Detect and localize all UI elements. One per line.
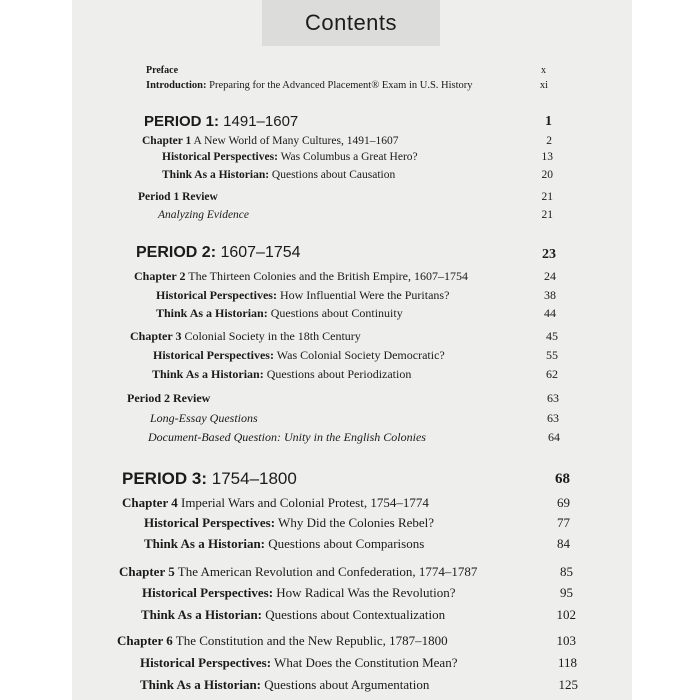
toc-label: Period 2 Review: [127, 391, 211, 405]
toc-label: Think As a Historian:: [156, 306, 268, 320]
toc-text: Preparing for the Advanced Placement® Exam in U.S. History: [206, 80, 473, 91]
toc-label: Think As a Historian:: [140, 677, 262, 692]
toc-entry-review-item: [150, 412, 258, 424]
period-heading-2: [136, 245, 301, 261]
toc-text: Long-Essay Questions: [150, 411, 258, 425]
toc-entry-chapter-6: [117, 634, 448, 647]
toc-entry-review-item: [148, 431, 426, 443]
toc-page-number: 44: [544, 306, 556, 320]
toc-label: Historical Perspectives:: [142, 585, 274, 600]
toc-page-number: 85: [560, 564, 573, 579]
toc-page-number: 63: [547, 391, 559, 405]
toc-label: Think As a Historian:: [141, 607, 263, 622]
toc-text: Imperial Wars and Colonial Protest, 1754–1774: [177, 495, 429, 510]
toc-text: Was Colonial Society Democratic?: [273, 348, 445, 362]
toc-page-number: 45: [546, 329, 558, 343]
toc-label: Chapter 3: [130, 329, 182, 343]
toc-entry-chapter-1: [142, 136, 398, 148]
toc-entry-preface: [146, 66, 178, 76]
toc-page-number: 2: [546, 135, 552, 147]
toc-label: Chapter 6: [117, 633, 173, 648]
toc-label: Historical Perspectives:: [140, 655, 272, 670]
toc-entry-historical-perspectives: [140, 656, 457, 669]
period-heading-3: [122, 470, 297, 487]
toc-label: Chapter 2: [134, 269, 186, 283]
period-label: PERIOD 2:: [136, 244, 217, 261]
toc-text: What Does the Constitution Mean?: [271, 655, 458, 670]
toc-entry-historical-perspectives: [156, 289, 449, 301]
toc-entry-period-review: [127, 392, 210, 404]
period-years: 1491–1607: [219, 113, 299, 130]
toc-entry-period-review: [138, 192, 218, 204]
toc-label: Historical Perspectives:: [144, 515, 276, 530]
toc-page-number: 21: [541, 191, 553, 203]
toc-page-number: 102: [556, 607, 576, 622]
toc-page-number: 21: [541, 209, 553, 221]
toc-entry-think-as-historian: [156, 307, 403, 319]
toc-entry-historical-perspectives: [142, 586, 456, 599]
toc-text: Questions about Comparisons: [265, 536, 425, 551]
toc-page-number: 95: [560, 585, 573, 600]
toc-text: Why Did the Colonies Rebel?: [275, 515, 435, 530]
toc-entry-chapter-4: [122, 496, 429, 509]
toc-page-number: 38: [544, 288, 556, 302]
toc-text: Questions about Contextualization: [262, 607, 446, 622]
toc-label: Period 1 Review: [138, 191, 218, 203]
toc-label: Chapter 1: [142, 135, 192, 147]
toc-page-number: 69: [557, 495, 570, 510]
toc-text: Questions about Periodization: [263, 367, 412, 381]
toc-page-number: 24: [544, 269, 556, 283]
toc-entry-chapter-3: [130, 330, 361, 342]
toc-text: Questions about Causation: [269, 169, 396, 181]
page-title: Contents: [304, 10, 398, 35]
toc-entry-think-as-historian: [141, 608, 445, 621]
toc-label: Think As a Historian:: [152, 367, 264, 381]
toc-page-number: x: [541, 65, 546, 76]
toc-label: Historical Perspectives:: [153, 348, 274, 362]
toc-page-number: 62: [546, 367, 558, 381]
period-label: PERIOD 3:: [122, 469, 208, 488]
toc-page-number: 13: [541, 151, 553, 163]
toc-page-number: xi: [539, 80, 548, 91]
toc-page-number: 20: [541, 169, 553, 181]
toc-page-number: 118: [557, 655, 577, 670]
toc-text: How Radical Was the Revolution?: [273, 585, 456, 600]
toc-text: Analyzing Evidence: [158, 209, 250, 221]
toc-label: Preface: [146, 65, 179, 76]
toc-label: Chapter 4: [122, 495, 178, 510]
toc-page-number: 77: [557, 515, 570, 530]
toc-text: Questions about Continuity: [267, 306, 403, 320]
toc-entry-chapter-5: [119, 565, 477, 578]
toc-entry-historical-perspectives: [153, 349, 445, 361]
toc-text: Document-Based Question: Unity in the English Colonies: [148, 430, 426, 444]
toc-entry-think-as-historian: [162, 170, 395, 182]
toc-entry-historical-perspectives: [144, 516, 434, 529]
toc-label: Chapter 5: [119, 564, 175, 579]
period-years: 1607–1754: [216, 244, 301, 261]
toc-label: Historical Perspectives:: [162, 151, 278, 163]
toc-entry-think-as-historian: [140, 678, 429, 691]
toc-entry-think-as-historian: [152, 368, 411, 380]
toc-text: Was Columbus a Great Hero?: [277, 151, 418, 163]
toc-label: Think As a Historian:: [144, 536, 266, 551]
toc-label: Introduction:: [146, 80, 207, 91]
toc-page-number: 23: [542, 247, 556, 262]
toc-page-number: 125: [558, 677, 578, 692]
toc-page-number: 68: [555, 471, 570, 487]
toc-text: The American Revolution and Confederation, 1774–1787: [174, 564, 478, 579]
toc-entry-think-as-historian: [144, 537, 424, 550]
toc-entry-historical-perspectives: [162, 152, 418, 164]
toc-label: Historical Perspectives:: [156, 288, 277, 302]
toc-label: Think As a Historian:: [162, 169, 270, 181]
toc-page-number: 64: [548, 430, 560, 444]
toc-text: Questions about Argumentation: [261, 677, 430, 692]
toc-entry-introduction: [146, 81, 473, 92]
toc-text: The Thirteen Colonies and the British Empire, 1607–1754: [185, 269, 468, 283]
toc-text: How Influential Were the Puritans?: [276, 288, 450, 302]
period-label: PERIOD 1:: [144, 113, 220, 130]
toc-page-number: 55: [546, 348, 558, 362]
toc-page-number: 1: [545, 114, 552, 129]
toc-page-number: 63: [547, 411, 559, 425]
period-years: 1754–1800: [207, 469, 297, 488]
toc-entry-review-item: [158, 210, 249, 222]
period-heading-1: [144, 114, 298, 129]
toc-text: The Constitution and the New Republic, 1787–1800: [172, 633, 448, 648]
toc-entry-chapter-2: [134, 270, 468, 282]
toc-page-number: 103: [556, 633, 576, 648]
toc-text: Colonial Society in the 18th Century: [181, 329, 361, 343]
toc-text: A New World of Many Cultures, 1491–1607: [191, 135, 399, 147]
toc-page-number: 84: [557, 536, 570, 551]
